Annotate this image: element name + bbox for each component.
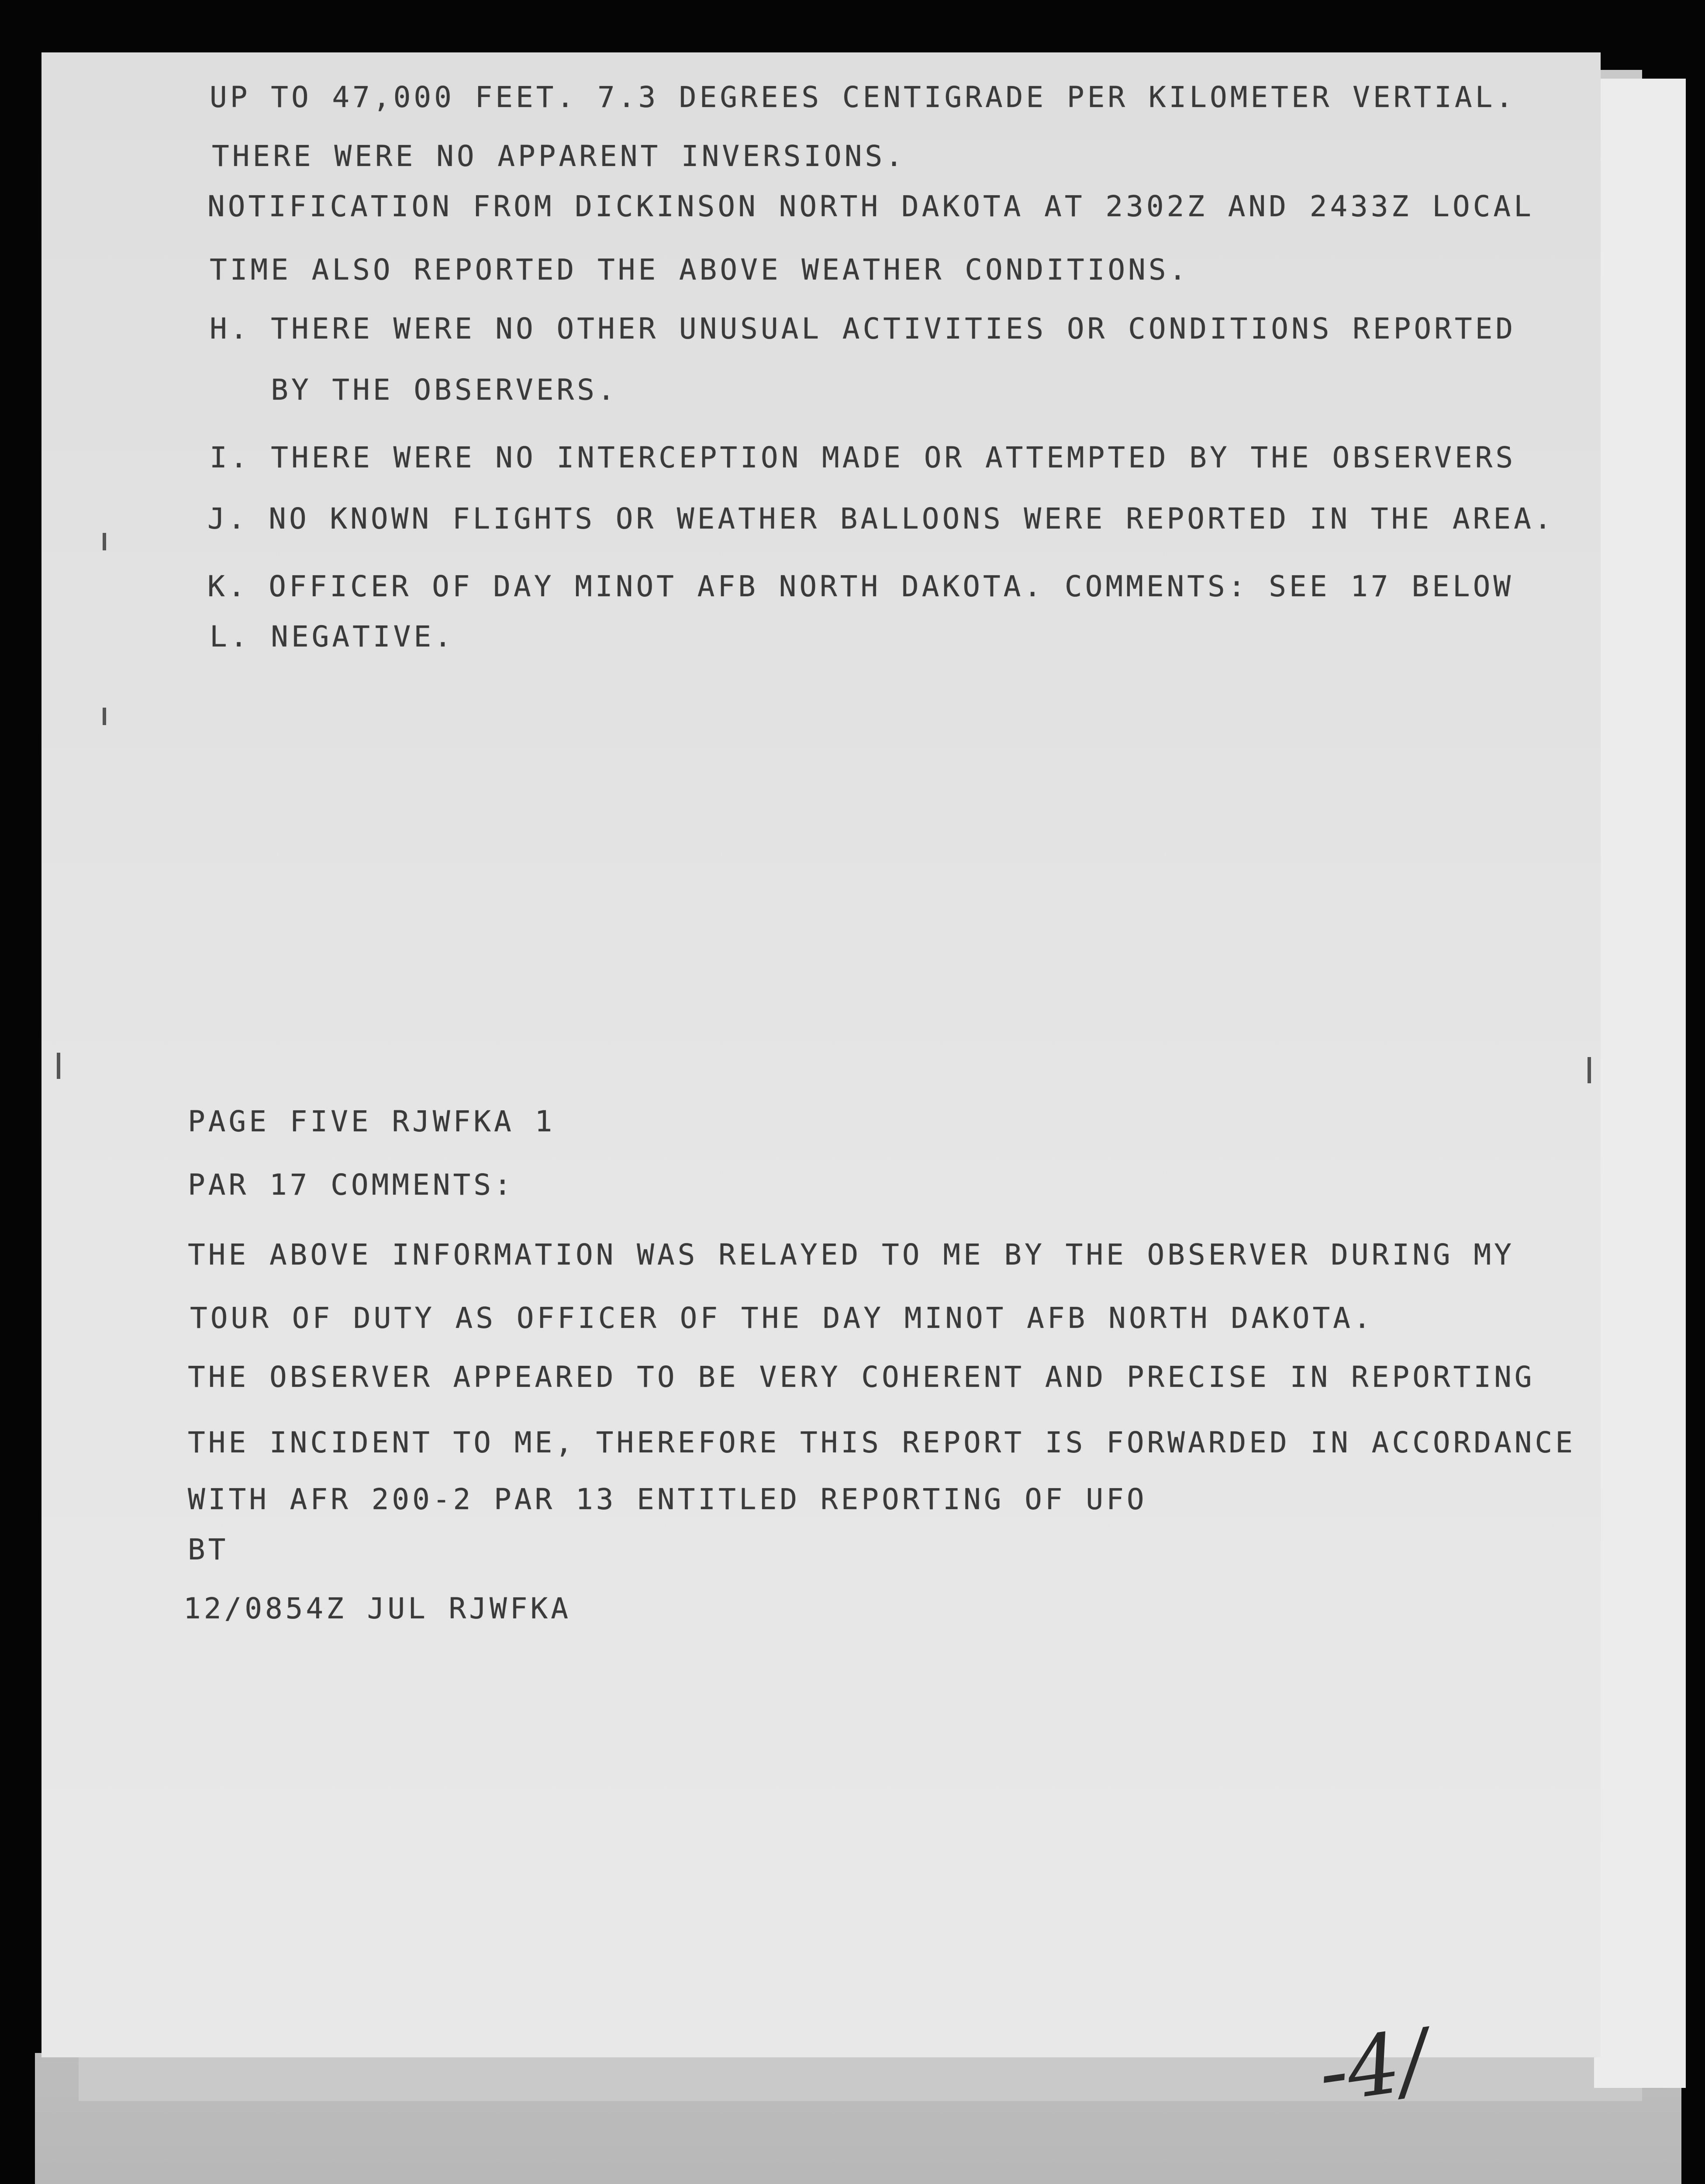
margin-mark bbox=[103, 708, 106, 725]
typed-line: THE INCIDENT TO ME, THEREFORE THIS REPORT IS FORWARDED IN ACCORDANCE bbox=[188, 1426, 1576, 1459]
typed-line: NOTIFICATION FROM DICKINSON NORTH DAKOTA AT 2302Z AND 2433Z LOCAL bbox=[207, 190, 1534, 223]
typed-line: BY THE OBSERVERS. bbox=[210, 373, 618, 407]
typed-line: THE OBSERVER APPEARED TO BE VERY COHERENT AND PRECISE IN REPORTING bbox=[188, 1360, 1535, 1394]
typed-line: THERE WERE NO APPARENT INVERSIONS. bbox=[212, 139, 906, 173]
typed-line: BT bbox=[188, 1533, 229, 1566]
typed-line: J. NO KNOWN FLIGHTS OR WEATHER BALLOONS WERE REPORTED IN THE AREA. bbox=[207, 502, 1555, 536]
typed-line: 12/0854Z JUL RJWFKA bbox=[183, 1592, 571, 1625]
typed-line: TIME ALSO REPORTED THE ABOVE WEATHER CONDITIONS. bbox=[210, 253, 1190, 287]
typed-line: PAGE FIVE RJWFKA 1 bbox=[188, 1105, 556, 1138]
margin-mark bbox=[103, 533, 106, 550]
typed-line: L. NEGATIVE. bbox=[210, 620, 455, 653]
typed-line: THE ABOVE INFORMATION WAS RELAYED TO ME BY THE OBSERVER DURING MY bbox=[188, 1238, 1515, 1272]
document-page bbox=[41, 52, 1601, 2057]
typed-line: WITH AFR 200-2 PAR 13 ENTITLED REPORTING OF UFO bbox=[188, 1482, 1147, 1516]
typed-line: UP TO 47,000 FEET. 7.3 DEGREES CENTIGRADE PER KILOMETER VERTIAL. bbox=[210, 80, 1516, 114]
margin-mark bbox=[57, 1053, 60, 1079]
typed-line: TOUR OF DUTY AS OFFICER OF THE DAY MINOT AFB NORTH DAKOTA. bbox=[190, 1301, 1374, 1335]
typed-line: I. THERE WERE NO INTERCEPTION MADE OR ATTEMPTED BY THE OBSERVERS bbox=[210, 441, 1516, 474]
right-margin-strip bbox=[1594, 79, 1686, 2088]
margin-mark bbox=[1588, 1057, 1591, 1083]
typed-line: K. OFFICER OF DAY MINOT AFB NORTH DAKOTA. COMMENTS: SEE 17 BELOW bbox=[207, 570, 1514, 603]
typed-line: PAR 17 COMMENTS: bbox=[188, 1168, 514, 1202]
typed-line: H. THERE WERE NO OTHER UNUSUAL ACTIVITIES OR CONDITIONS REPORTED bbox=[210, 312, 1516, 346]
handwritten-page-mark: -4/ bbox=[1312, 2011, 1434, 2122]
